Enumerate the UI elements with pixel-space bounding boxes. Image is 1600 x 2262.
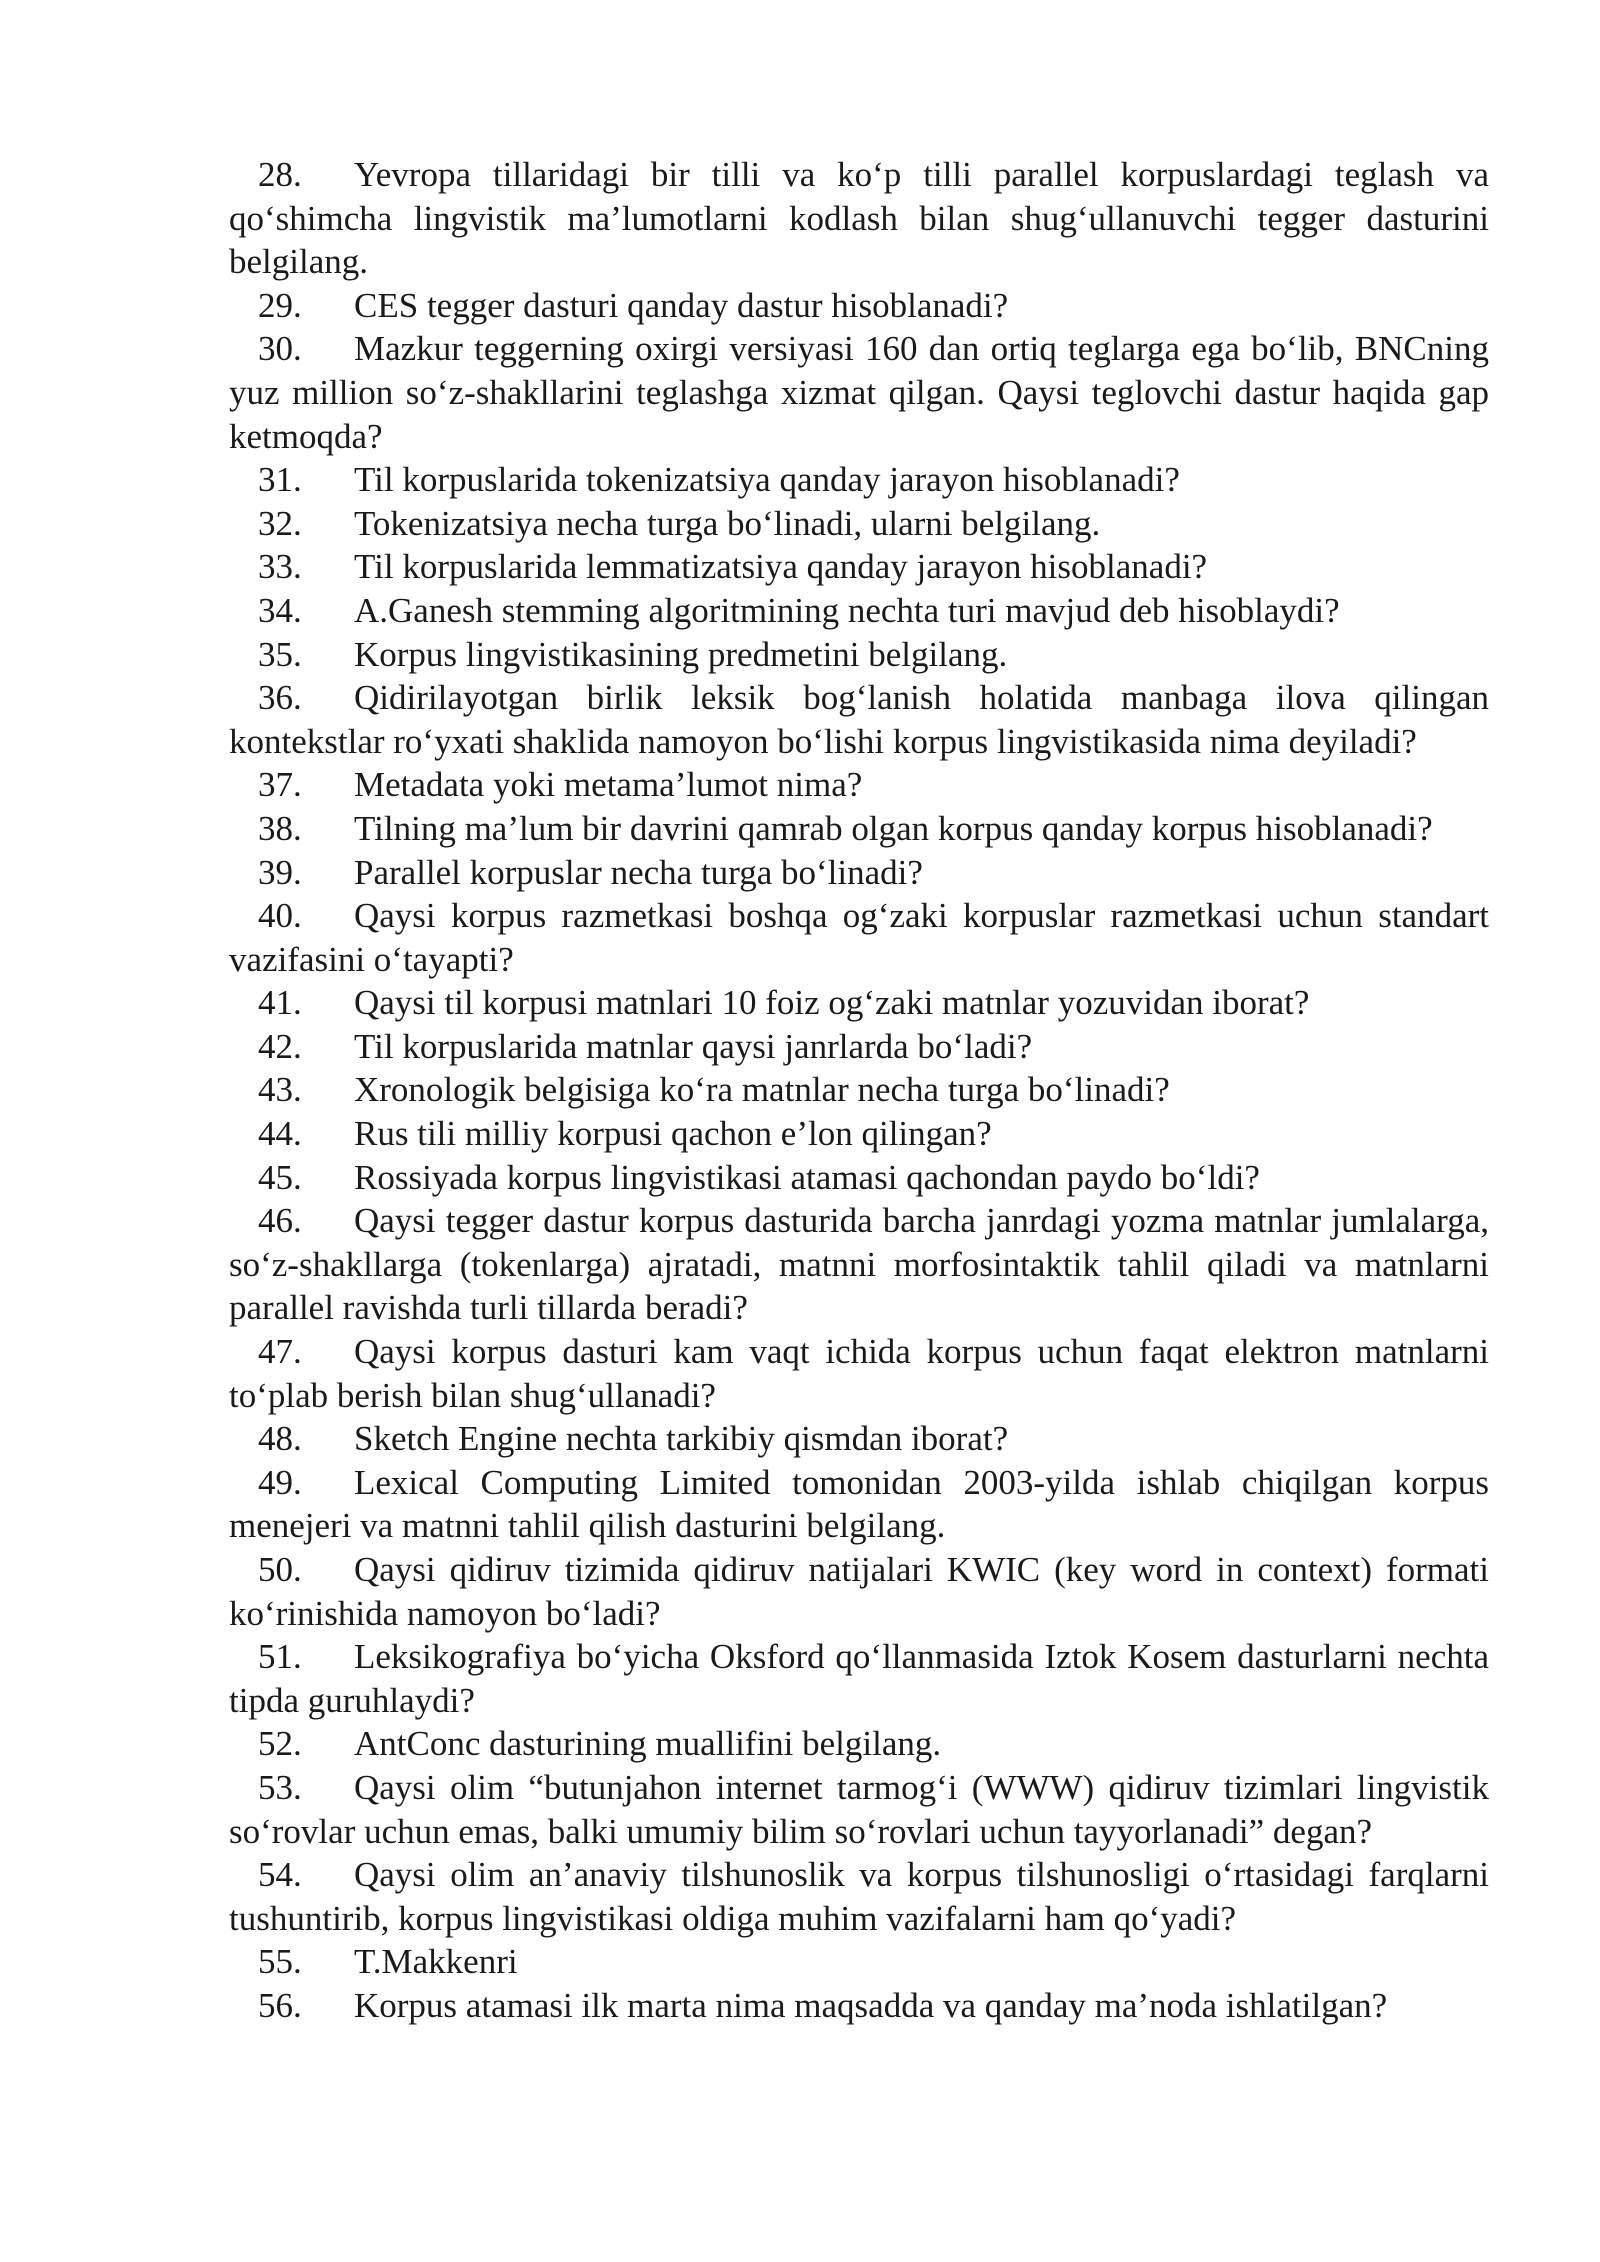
question-number: 50.: [258, 1550, 302, 1589]
question-item: [229, 458, 1489, 502]
question-text: Til korpuslarida matnlar qaysi janrlarda bo‘ladi?: [354, 1026, 1033, 1066]
question-item: [229, 545, 1489, 589]
question-number: 44.: [258, 1114, 302, 1154]
question-number: 51.: [258, 1637, 302, 1677]
question-text: Qaysi korpus dasturi kam vaqt ichida korpus uchun faqat elektron matnlarni to‘plab berish bilan shug‘ullanadi?: [229, 1332, 1489, 1415]
document-page: [229, 153, 1489, 2028]
question-text: Yevropa tillaridagi bir tilli va ko‘p tilli parallel korpuslardagi teglash va qo‘shimcha lingvistik ma’lumotlarni kodlash bilan shug‘ullanuvchi tegger dasturini belgilang.: [229, 155, 1489, 282]
question-number: 48.: [258, 1419, 302, 1459]
question-text: CES tegger dasturi qanday dastur hisoblanadi?: [354, 285, 1009, 325]
question-number: 32.: [258, 503, 302, 543]
question-item: [229, 1635, 1489, 1722]
question-text: Korpus lingvistikasining predmetini belgilang.: [354, 634, 1008, 674]
question-item: [229, 807, 1489, 851]
question-number: 54.: [258, 1855, 302, 1895]
question-item: [229, 981, 1489, 1025]
question-number: 29.: [258, 285, 302, 325]
question-number: 30.: [258, 329, 302, 369]
question-item: [229, 1940, 1489, 1984]
question-number: 52.: [258, 1724, 302, 1764]
question-item: [229, 894, 1489, 981]
question-text: Mazkur teggerning oxirgi versiyasi 160 dan ortiq teglarga ega bo‘lib, BNCning yuz million so‘z-shakllarini teglashga xizmat qilgan. Qaysi teglovchi dastur haqida gap ketmoqda?: [229, 329, 1489, 456]
question-number: 55.: [258, 1942, 302, 1982]
question-number: 53.: [258, 1767, 302, 1807]
question-text: Lexical Computing Limited tomonidan 2003-yilda ishlab chiqilgan korpus menejeri va matnni tahlil qilish dasturini belgilang.: [229, 1462, 1489, 1546]
question-text: Tokenizatsiya necha turga bo‘linadi, ularni belgilang.: [354, 503, 1101, 543]
question-item: [229, 153, 1489, 284]
question-item: [229, 589, 1489, 633]
question-item: [229, 633, 1489, 677]
question-item: [229, 1330, 1489, 1417]
question-item: [229, 1199, 1489, 1330]
question-text: A.Ganesh stemming algoritmining nechta turi mavjud deb hisoblaydi?: [354, 590, 1340, 630]
question-number: 34.: [258, 590, 302, 630]
question-text: Qaysi qidiruv tizimida qidiruv natijalari KWIC (key word in context) formati ko‘rinishida namoyon bo‘ladi?: [229, 1550, 1489, 1633]
question-text: Metadata yoki metama’lumot nima?: [354, 765, 863, 805]
question-text: Rus tili milliy korpusi qachon e’lon qilingan?: [354, 1114, 992, 1154]
question-text: AntConc dasturining muallifini belgilang.: [354, 1724, 942, 1764]
question-text: Sketch Engine nechta tarkibiy qismdan iborat?: [354, 1419, 1009, 1459]
question-number: 28.: [258, 155, 302, 194]
question-text: Qaysi korpus razmetkasi boshqa og‘zaki korpuslar razmetkasi uchun standart vazifasini o‘tayapti?: [229, 896, 1489, 979]
question-item: [229, 1548, 1489, 1635]
question-item: [229, 851, 1489, 895]
question-item: [229, 676, 1489, 763]
question-item: [229, 1722, 1489, 1766]
question-item: [229, 1461, 1489, 1548]
question-number: 40.: [258, 896, 302, 936]
question-number: 36.: [258, 678, 302, 718]
question-number: 49.: [258, 1462, 302, 1502]
question-text: Til korpuslarida tokenizatsiya qanday jarayon hisoblanadi?: [354, 460, 1180, 500]
question-item: [229, 502, 1489, 546]
question-text: Rossiyada korpus lingvistikasi atamasi qachondan paydo bo‘ldi?: [354, 1157, 1260, 1197]
question-text: Parallel korpuslar necha turga bo‘linadi?: [354, 852, 923, 892]
question-number: 56.: [258, 1985, 302, 2025]
question-text: Tilning ma’lum bir davrini qamrab olgan korpus qanday korpus hisoblanadi?: [354, 808, 1433, 848]
question-item: [229, 1984, 1489, 2028]
question-number: 47.: [258, 1332, 302, 1372]
question-text: Korpus atamasi ilk marta nima maqsadda va qanday ma’noda ishlatilgan?: [354, 1985, 1388, 2025]
question-text: Til korpuslarida lemmatizatsiya qanday jarayon hisoblanadi?: [354, 547, 1208, 587]
question-number: 39.: [258, 852, 302, 892]
question-item: [229, 1853, 1489, 1940]
question-item: [229, 1156, 1489, 1200]
question-number: 37.: [258, 765, 302, 805]
question-item: [229, 327, 1489, 458]
question-text: Qaysi olim “butunjahon internet tarmog‘i (WWW) qidiruv tizimlari lingvistik so‘rovlar uchun emas, balki umumiy bilim so‘rovlari uchun tayyorlanadi” degan?: [229, 1767, 1489, 1851]
question-text: Qaysi tegger dastur korpus dasturida barcha janrdagi yozma matnlar jumlalarga, so‘z-shakllarga (tokenlarga) ajratadi, matnni morfosintaktik tahlil qiladi va matnlarni parallel ravishda turli tillarda beradi?: [229, 1201, 1489, 1328]
question-number: 31.: [258, 460, 302, 500]
question-item: [229, 763, 1489, 807]
question-number: 33.: [258, 547, 302, 587]
question-text: T.Makkenri: [354, 1942, 518, 1982]
question-text: Leksikografiya bo‘yicha Oksford qo‘llanmasida Iztok Kosem dasturlarni nechta tipda guruhlaydi?: [229, 1637, 1489, 1720]
question-text: Xronologik belgisiga ko‘ra matnlar necha turga bo‘linadi?: [354, 1070, 1170, 1110]
question-text: Qidirilayotgan birlik leksik bog‘lanish holatida manbaga ilova qilingan kontekstlar ro‘yxati shaklida namoyon bo‘lishi korpus lingvistikasida nima deyiladi?: [229, 678, 1489, 761]
question-number: 45.: [258, 1157, 302, 1197]
question-item: [229, 1068, 1489, 1112]
question-item: [229, 1417, 1489, 1461]
question-item: [229, 284, 1489, 328]
question-number: 41.: [258, 983, 302, 1023]
question-number: 46.: [258, 1201, 302, 1241]
question-item: [229, 1112, 1489, 1156]
question-number: 35.: [258, 634, 302, 674]
question-text: Qaysi olim an’anaviy tilshunoslik va korpus tilshunosligi o‘rtasidagi farqlarni tushuntirib, korpus lingvistikasi oldiga muhim vazifalarni ham qo‘yadi?: [229, 1855, 1489, 1938]
question-number: 42.: [258, 1026, 302, 1066]
question-item: [229, 1025, 1489, 1069]
question-text: Qaysi til korpusi matnlari 10 foiz og‘zaki matnlar yozuvidan iborat?: [354, 983, 1310, 1023]
question-number: 38.: [258, 808, 302, 848]
question-item: [229, 1766, 1489, 1853]
question-number: 43.: [258, 1070, 302, 1110]
